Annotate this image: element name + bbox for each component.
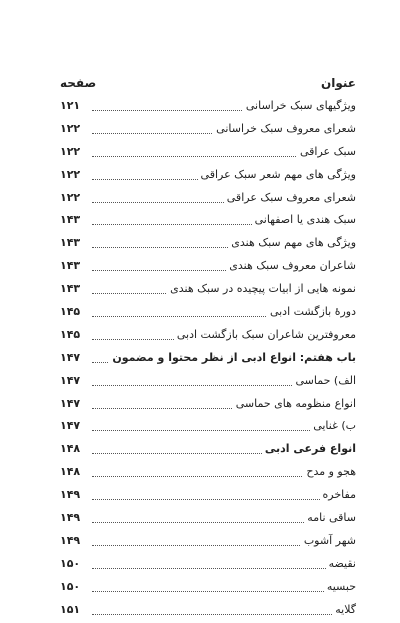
toc-entry xyxy=(60,280,356,303)
toc-list xyxy=(60,97,356,623)
toc-entry-title: ساقی نامه xyxy=(304,511,356,525)
toc-entry xyxy=(60,486,356,509)
toc-entry-page-number: ۱۲۱ xyxy=(60,99,81,112)
toc-entry-title: گلایه xyxy=(332,603,356,617)
toc-entry xyxy=(60,555,356,578)
toc-entry-page-number: ۱۲۲ xyxy=(60,167,81,181)
toc-entry-title: شهر آشوب xyxy=(301,534,356,548)
toc-entry-page-number: ۱۴۷ xyxy=(60,373,81,387)
toc-entry-page-number: ۱۴۳ xyxy=(60,282,81,296)
toc-entry-title: شعرای معروف سبک خراسانی xyxy=(213,122,356,136)
toc-entry-title: سبک عراقی xyxy=(297,145,356,159)
toc-entry-page-number: ۱۴۷ xyxy=(60,419,81,433)
toc-header xyxy=(60,76,356,96)
toc-entry-page-number: ۱۲۲ xyxy=(60,121,81,135)
toc-entry-page-number: ۱۲۲ xyxy=(60,144,81,158)
toc-entry-title: انواع منظومه های حماسی xyxy=(233,397,356,411)
toc-entry-page-number: ۱۴۸ xyxy=(60,442,81,456)
toc-entry-page-number: ۱۴۳ xyxy=(60,259,81,273)
toc-entry-page-number: ۱۲۲ xyxy=(60,190,81,204)
toc-entry-title: ویژگیهای سبک خراسانی xyxy=(243,99,356,113)
toc-entry-title: نقیضه xyxy=(326,557,356,571)
toc-entry xyxy=(60,532,356,555)
toc-entry xyxy=(60,97,356,120)
toc-entry-title: شعرای معروف سبک عراقی xyxy=(224,191,356,205)
toc-entry-page-number: ۱۴۸ xyxy=(60,465,81,479)
toc-entry xyxy=(60,395,356,418)
toc-entry-title: ویژگی های مهم شعر سبک عراقی xyxy=(198,168,356,182)
page-column-heading: صفحه xyxy=(60,76,97,90)
toc-entry xyxy=(60,257,356,280)
toc-entry xyxy=(60,326,356,349)
toc-entry-title: معروفترین شاعران سبک بازگشت ادبی xyxy=(174,328,356,342)
toc-entry xyxy=(60,189,356,212)
toc-entry xyxy=(60,601,356,623)
toc-entry-page-number: ۱۵۰ xyxy=(60,556,81,570)
toc-entry-title: حبسیه xyxy=(324,580,356,594)
toc-entry-page-number: ۱۴۳ xyxy=(60,236,81,250)
toc-entry-page-number: ۱۵۱ xyxy=(60,602,81,616)
dot-leader xyxy=(92,590,356,592)
toc-entry xyxy=(60,578,356,601)
toc-entry-page-number: ۱۴۷ xyxy=(60,396,81,410)
toc-entry xyxy=(60,509,356,532)
dot-leader xyxy=(92,567,356,569)
toc-entry xyxy=(60,166,356,189)
toc-entry-title: مفاخره xyxy=(320,488,356,502)
toc-entry-page-number: ۱۴۷ xyxy=(60,350,81,364)
toc-entry xyxy=(60,372,356,395)
toc-entry-title: هجو و مدح xyxy=(303,465,356,479)
toc-entry-page-number: ۱۴۹ xyxy=(60,488,81,502)
toc-entry xyxy=(60,440,356,463)
dot-leader xyxy=(92,498,356,500)
toc-entry xyxy=(60,143,356,166)
title-column-heading: عنوان xyxy=(321,76,356,90)
dot-leader xyxy=(92,613,356,615)
toc-entry-title: شاعران معروف سبک هندی xyxy=(226,259,356,273)
toc-entry-title: ویژگی های مهم سبک هندی xyxy=(228,236,356,250)
toc-entry-title: الف) حماسی xyxy=(293,374,356,388)
toc-entry-title: ب) غنایی xyxy=(310,419,356,433)
toc-entry xyxy=(60,463,356,486)
toc-entry xyxy=(60,120,356,143)
toc-entry-title: دورهٔ بازگشت ادبی xyxy=(267,305,356,319)
toc-entry-page-number: ۱۴۹ xyxy=(60,511,81,525)
toc-entry xyxy=(60,303,356,326)
toc-entry-page-number: ۱۵۰ xyxy=(60,579,81,593)
toc-entry xyxy=(60,234,356,257)
toc-entry xyxy=(60,417,356,440)
toc-entry-title: انواع فرعی ادبی xyxy=(262,442,356,456)
toc-entry-page-number: ۱۴۵ xyxy=(60,327,81,341)
toc-entry-page-number: ۱۴۵ xyxy=(60,305,81,319)
toc-entry-title: نمونه هایی از ابیات پیچیده در سبک هندی xyxy=(167,282,356,296)
toc-entry-title: سبک هندی یا اصفهانی xyxy=(252,213,356,227)
toc-entry xyxy=(60,349,356,372)
toc-entry-page-number: ۱۴۹ xyxy=(60,533,81,547)
toc-entry-page-number: ۱۴۳ xyxy=(60,213,81,227)
toc-entry xyxy=(60,211,356,234)
toc-entry-title: باب هفتم: انواع ادبی از نظر محتوا و مضمون xyxy=(109,351,356,365)
